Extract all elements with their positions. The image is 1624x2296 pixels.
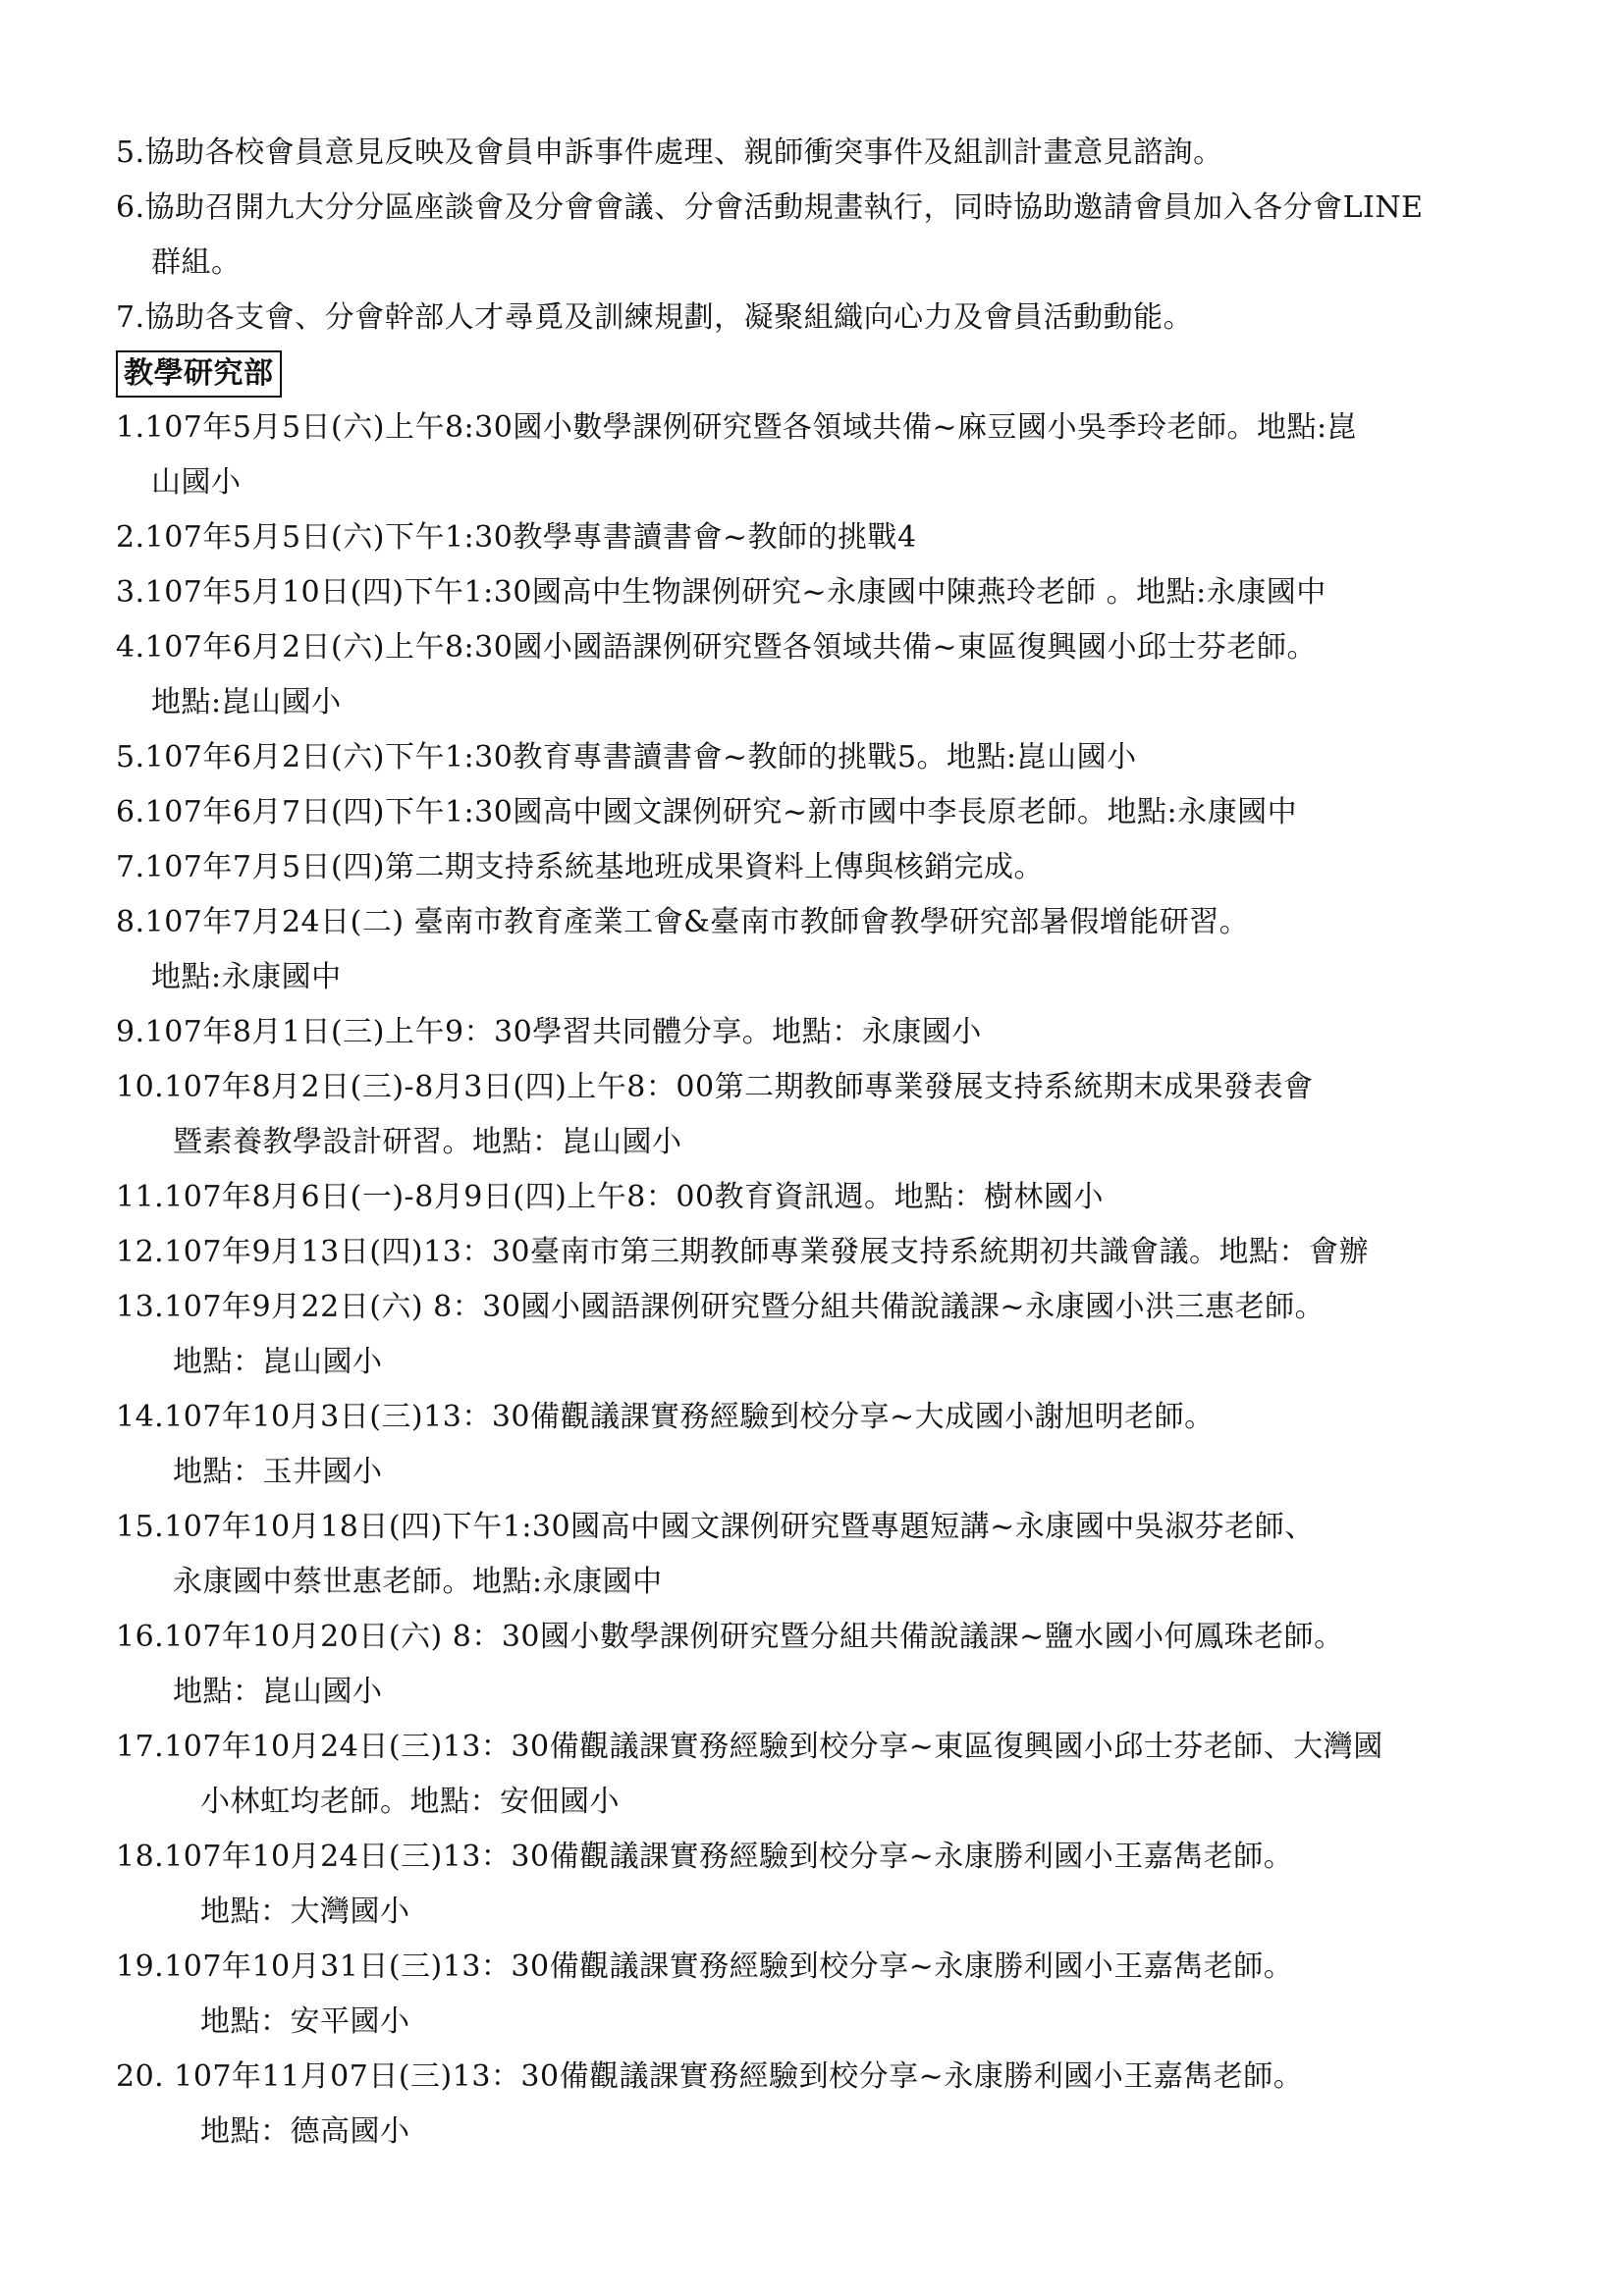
item-19-continuation: 地點：安平國小 [200,2004,410,2039]
item-17: 17.107年10月24日(三)13：30備觀議課實務經驗到校分享~東區復興國小邱士芬老師、大灣國 [116,1730,1383,1764]
item-15-continuation: 永康國中蔡世惠老師。地點:永康國中 [173,1565,663,1599]
item-14: 14.107年10月3日(三)13：30備觀議課實務經驗到校分享~大成國小謝旭明老師。 [116,1400,1215,1434]
item-14-continuation: 地點：玉井國小 [173,1455,383,1489]
item-20: 20. 107年11月07日(三)13：30備觀議課實務經驗到校分享~永康勝利國小王嘉雋老師。 [116,2059,1304,2094]
item-1-continuation: 山國小 [151,465,242,500]
section-heading-row [116,346,1530,400]
item-19: 19.107年10月31日(三)13：30備觀議課實務經驗到校分享~永康勝利國小王嘉雋老師。 [116,1949,1294,1984]
item-3: 3.107年5月10日(四)下午1:30國高中生物課例研究~永康國中陳燕玲老師 。地點:永康國中 [116,575,1326,610]
item-15: 15.107年10月18日(四)下午1:30國高中國文課例研究暨專題短講~永康國中吳淑芬老師、 [116,1510,1315,1544]
item-17-continuation: 小林虹均老師。地點：安佃國小 [200,1785,620,1819]
item-4: 4.107年6月2日(六)上午8:30國小國語課例研究暨各領域共備~東區復興國小邱士芬老師。 [116,630,1317,665]
item-4-continuation: 地點:崑山國小 [151,685,342,720]
item-5: 5.107年6月2日(六)下午1:30教育專書讀書會~教師的挑戰5。地點:崑山國小 [116,740,1137,774]
document-page [116,126,1530,2160]
item-8: 8.107年7月24日(二) 臺南市教育產業工會&臺南市教師會教學研究部暑假增能研習。 [116,905,1250,939]
item-10: 10.107年8月2日(三)-8月3日(四)上午8：00第二期教師專業發展支持系統期末成果發表會 [116,1070,1314,1104]
union-item-6-continuation: 群組。 [151,245,242,280]
item-18: 18.107年10月24日(三)13：30備觀議課實務經驗到校分享~永康勝利國小王嘉雋老師。 [116,1840,1294,1874]
item-8-continuation: 地點:永康國中 [151,960,342,994]
item-18-continuation: 地點：大灣國小 [200,1895,410,1929]
item-13-continuation: 地點：崑山國小 [173,1345,383,1379]
item-16-continuation: 地點：崑山國小 [173,1675,383,1709]
item-16: 16.107年10月20日(六) 8：30國小數學課例研究暨分組共備說議課~鹽水國小何鳳珠老師。 [116,1620,1344,1654]
item-11: 11.107年8月6日(一)-8月9日(四)上午8：00教育資訊週。地點：樹林國小 [116,1180,1105,1214]
item-6: 6.107年6月7日(四)下午1:30國高中國文課例研究~新市國中李長原老師。地點:永康國中 [116,795,1298,829]
item-13: 13.107年9月22日(六) 8：30國小國語課例研究暨分組共備說議課~永康國小洪三惠老師。 [116,1290,1326,1324]
item-10-continuation: 暨素養教學設計研習。地點：崑山國小 [173,1125,682,1159]
section-heading: 教學研究部 [116,350,282,398]
item-9: 9.107年8月1日(三)上午9：30學習共同體分享。地點：永康國小 [116,1015,982,1049]
item-12: 12.107年9月13日(四)13：30臺南市第三期教師專業發展支持系統期初共識會議。地點：會辦 [116,1235,1369,1269]
item-2: 2.107年5月5日(六)下午1:30教學專書讀書會~教師的挑戰4 [116,520,917,555]
item-20-continuation: 地點：德高國小 [200,2114,410,2149]
item-7: 7.107年7月5日(四)第二期支持系統基地班成果資料上傳與核銷完成。 [116,850,1044,884]
item-1: 1.107年5月5日(六)上午8:30國小數學課例研究暨各領域共備~麻豆國小吳季玲老師。地點:崑 [116,410,1358,445]
union-item-7: 7.協助各支會、分會幹部人才尋覓及訓練規劃，凝聚組織向心力及會員活動動能。 [116,300,1194,335]
union-item-5: 5.協助各校會員意見反映及會員申訴事件處理、親師衝突事件及組訓計畫意見諮詢。 [116,135,1223,170]
union-item-6: 6.協助召開九大分分區座談會及分會會議、分會活動規畫執行，同時協助邀請會員加入各分會LINE [116,190,1424,225]
